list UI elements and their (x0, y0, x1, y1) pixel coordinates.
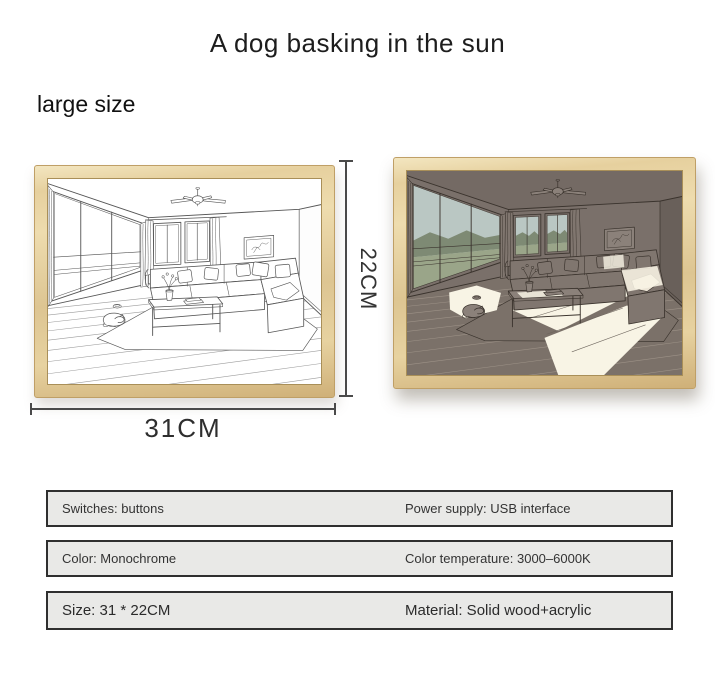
living-room-artwork-lit (407, 171, 682, 375)
frame-lit (393, 157, 696, 389)
height-dimension-cap-top (339, 160, 353, 162)
width-dimension-line (30, 408, 336, 410)
spec-size: Size: 31 * 22CM (62, 602, 171, 619)
height-dimension-cap-bottom (339, 395, 353, 397)
living-room-artwork-unlit (48, 179, 321, 384)
spec-color: Color: Monochrome (62, 551, 177, 566)
artwork-well-lit (407, 171, 682, 375)
frame-unlit (34, 165, 335, 398)
height-dimension-label: 22CM (356, 247, 381, 311)
width-dimension-label: 31CM (144, 413, 222, 443)
spec-color-temperature: Color temperature: 3000–6000K (405, 551, 591, 566)
variant-label: large size (37, 91, 136, 117)
artwork-well-unlit (48, 179, 321, 384)
spec-row-size-material (46, 591, 673, 630)
spec-power-supply: Power supply: USB interface (405, 501, 571, 516)
product-title: A dog basking in the sun (209, 28, 506, 58)
spec-switches: Switches: buttons (62, 501, 164, 516)
spec-row-color-temp (46, 540, 673, 577)
spec-material: Material: Solid wood+acrylic (405, 602, 592, 619)
spec-row-switches-power (46, 490, 673, 527)
height-dimension-line (345, 161, 347, 396)
